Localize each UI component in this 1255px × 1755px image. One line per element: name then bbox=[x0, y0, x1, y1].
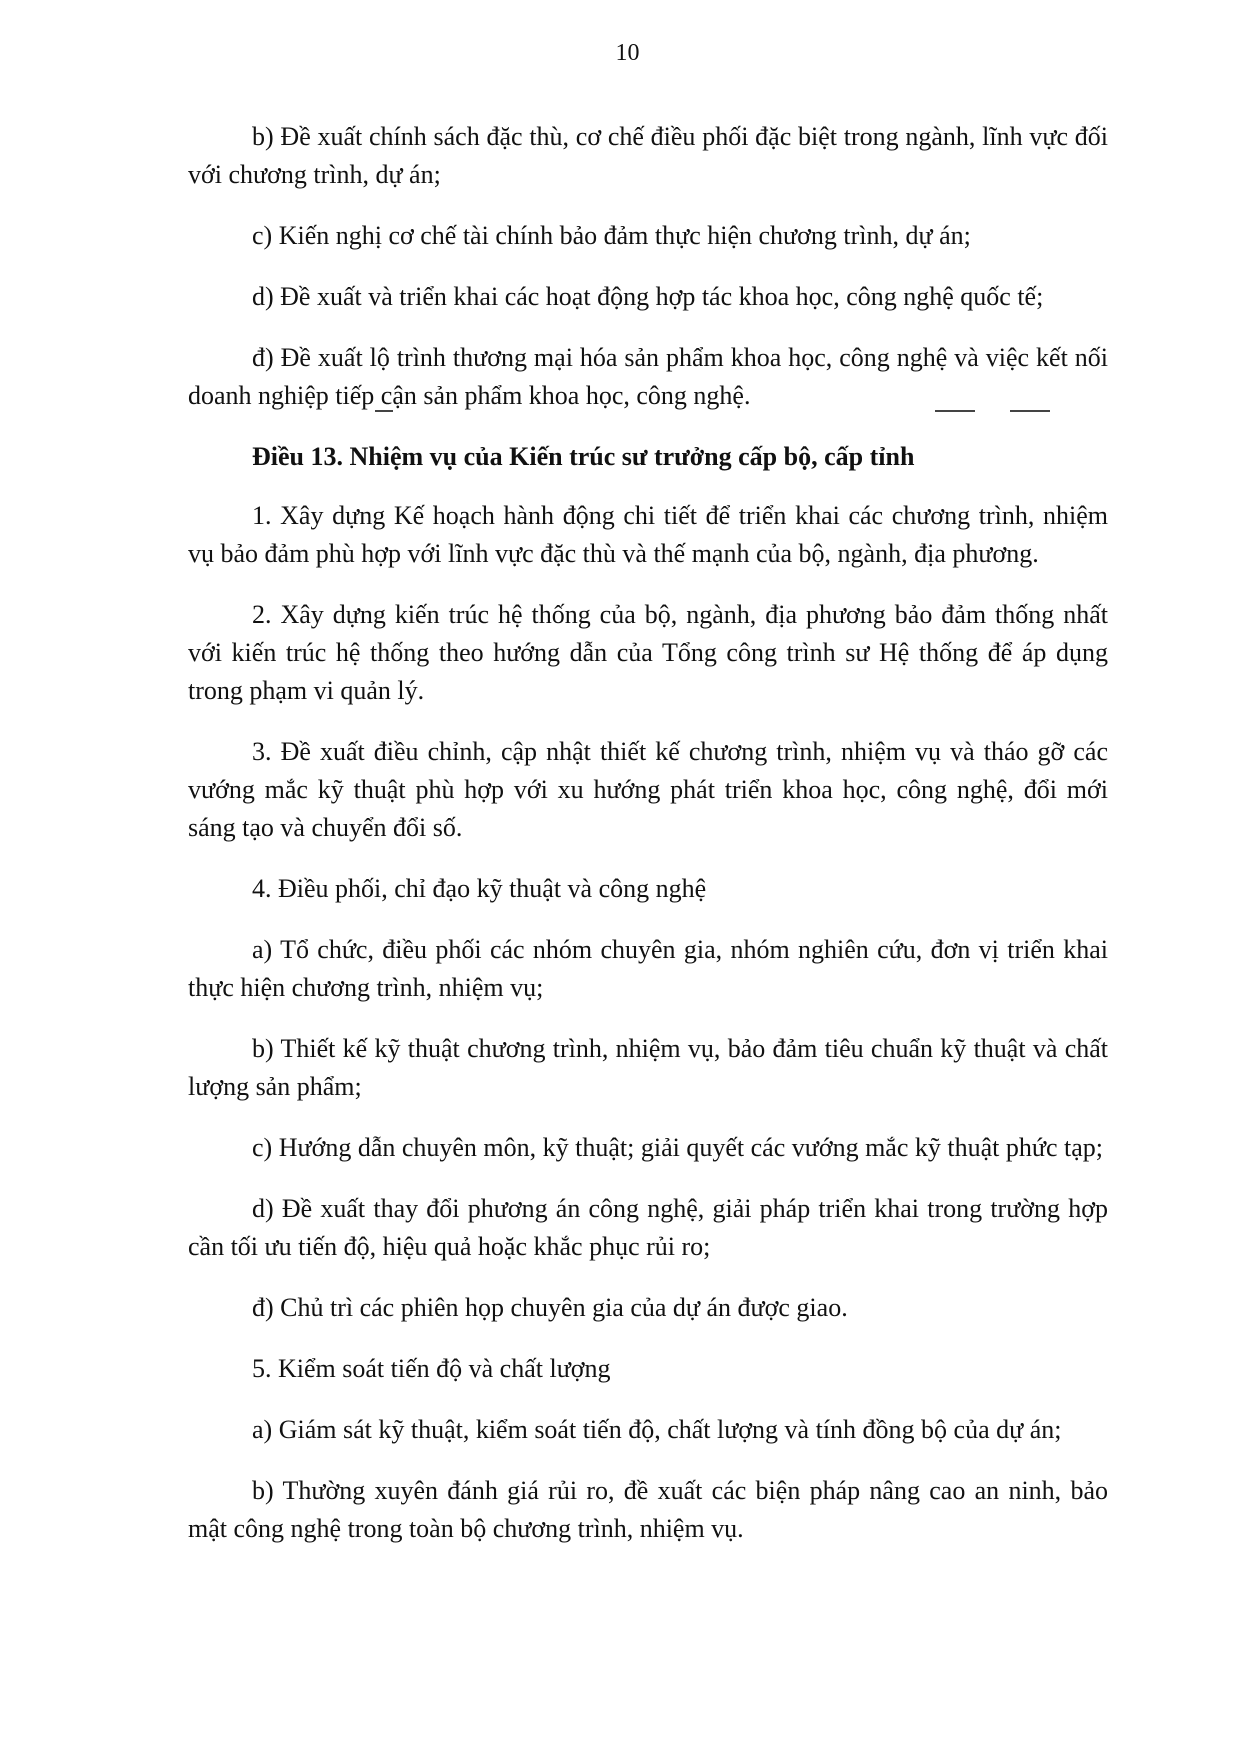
item-5-progress-control: 5. Kiểm soát tiến độ và chất lượng bbox=[252, 1354, 611, 1383]
item-4b-technical-design: b) Thiết kế kỹ thuật chương trình, nhiệm vụ, bảo đảm tiêu chuẩn kỹ thuật và chất lượng sản phẩm; bbox=[188, 1034, 1108, 1101]
item-5b-risk-assessment: b) Thường xuyên đánh giá rủi ro, đề xuất các biện pháp nâng cao an ninh, bảo mật công nghệ trong toàn bộ chương trình, nhiệm vụ. bbox=[188, 1476, 1108, 1543]
clause-dd-commercialization: đ) Đề xuất lộ trình thương mại hóa sản phẩm khoa học, công nghệ và việc kết nối doanh nghiệp tiếp cận sản phẩm khoa học, công nghệ. bbox=[188, 343, 1108, 410]
item-5a-supervision: a) Giám sát kỹ thuật, kiểm soát tiến độ, chất lượng và tính đồng bộ của dự án; bbox=[252, 1415, 1062, 1444]
article-13-heading: Điều 13. Nhiệm vụ của Kiến trúc sư trưởng cấp bộ, cấp tỉnh bbox=[252, 442, 915, 471]
item-4c-guidance: c) Hướng dẫn chuyên môn, kỹ thuật; giải quyết các vướng mắc kỹ thuật phức tạp; bbox=[252, 1133, 1103, 1162]
item-4dd-expert-meetings: đ) Chủ trì các phiên họp chuyên gia của dự án được giao. bbox=[252, 1293, 848, 1322]
clause-b-policy: b) Đề xuất chính sách đặc thù, cơ chế điều phối đặc biệt trong ngành, lĩnh vực đối với chương trình, dự án; bbox=[188, 122, 1108, 189]
item-4d-technology-change: d) Đề xuất thay đổi phương án công nghệ, giải pháp triển khai trong trường hợp cần tối ưu tiến độ, hiệu quả hoặc khắc phục rủi ro; bbox=[188, 1194, 1108, 1261]
page-number: 10 bbox=[615, 40, 640, 66]
item-3-design-adjustment: 3. Đề xuất điều chỉnh, cập nhật thiết kế chương trình, nhiệm vụ và tháo gỡ các vướng mắc kỹ thuật phù hợp với xu hướng phát triển khoa học, công nghệ, đổi mới sáng tạo và chuyển đổi số. bbox=[188, 737, 1108, 842]
document-body bbox=[188, 118, 1108, 1571]
item-4a-organize-teams: a) Tổ chức, điều phối các nhóm chuyên gia, nhóm nghiên cứu, đơn vị triển khai thực hiện chương trình, nhiệm vụ; bbox=[188, 935, 1108, 1002]
clause-c-finance: c) Kiến nghị cơ chế tài chính bảo đảm thực hiện chương trình, dự án; bbox=[252, 221, 971, 250]
clause-d-cooperation: d) Đề xuất và triển khai các hoạt động hợp tác khoa học, công nghệ quốc tế; bbox=[252, 282, 1044, 311]
item-2-system-architecture: 2. Xây dựng kiến trúc hệ thống của bộ, ngành, địa phương bảo đảm thống nhất với kiến trúc hệ thống theo hướng dẫn của Tổng công trình sư Hệ thống để áp dụng trong phạm vi quản lý. bbox=[188, 600, 1108, 705]
item-1-action-plan: 1. Xây dựng Kế hoạch hành động chi tiết để triển khai các chương trình, nhiệm vụ bảo đảm phù hợp với lĩnh vực đặc thù và thế mạnh của bộ, ngành, địa phương. bbox=[188, 501, 1108, 568]
item-4-coordination: 4. Điều phối, chỉ đạo kỹ thuật và công nghệ bbox=[252, 874, 707, 903]
